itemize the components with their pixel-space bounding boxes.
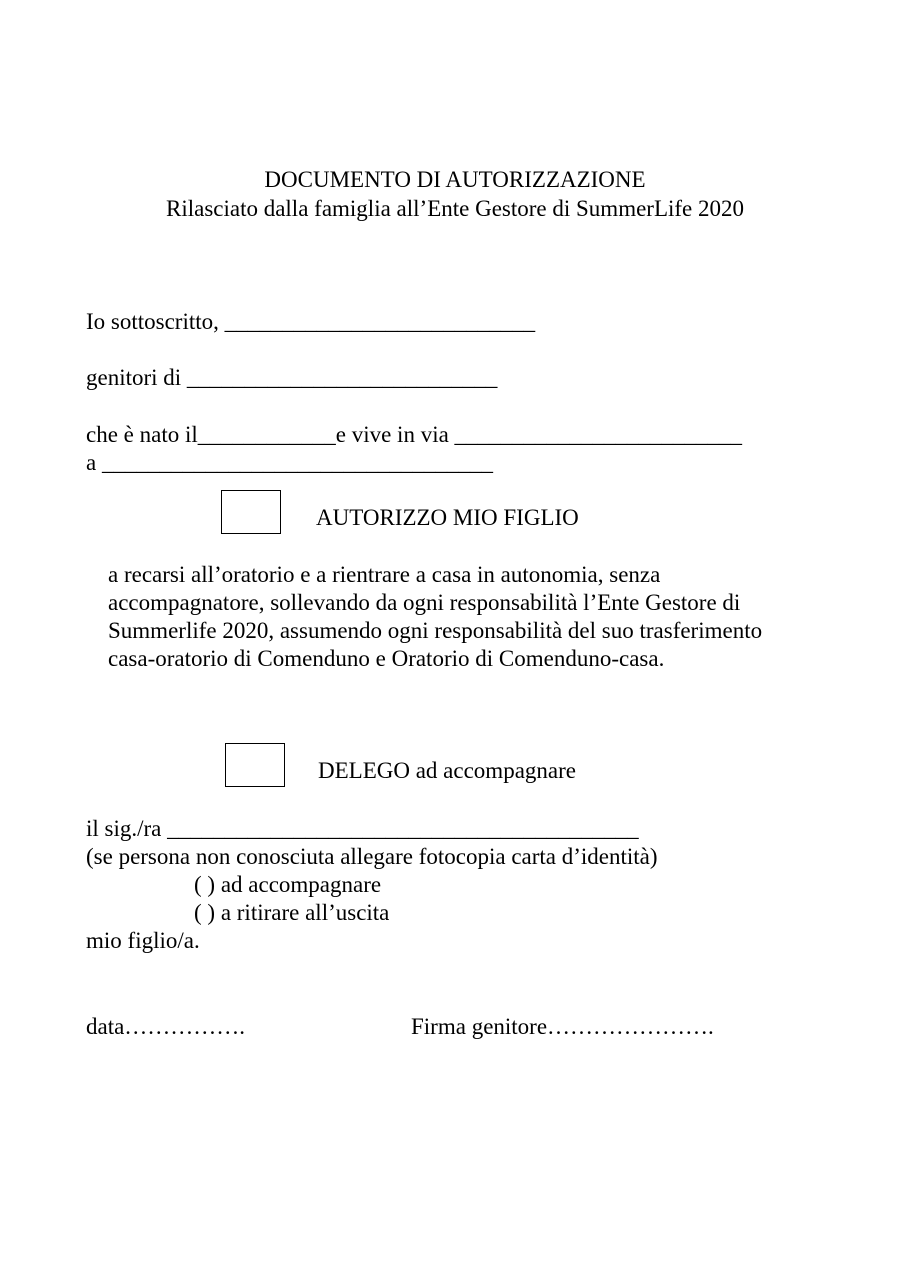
delego-closing: mio figlio/a. — [86, 928, 200, 953]
autorizzo-paragraph-line-4: casa-oratorio di Comenduno e Oratorio di Comenduno-casa. — [108, 646, 665, 671]
autorizzo-label: AUTORIZZO MIO FIGLIO — [316, 505, 579, 530]
field-sigra[interactable]: il sig./ra _________________________________________ — [86, 816, 639, 841]
field-sottoscritto[interactable]: Io sottoscritto, ___________________________ — [86, 309, 536, 334]
document-subtitle: Rilasciato dalla famiglia all’Ente Gestore di SummerLife 2020 — [165, 196, 745, 221]
autorizzo-paragraph-line-2: accompagnatore, sollevando da ogni responsabilità l’Ente Gestore di — [108, 590, 741, 615]
field-firma-genitore[interactable]: Firma genitore…………………. — [411, 1014, 714, 1039]
autorizzo-paragraph-line-3: Summerlife 2020, assumendo ogni responsabilità del suo trasferimento — [108, 618, 763, 643]
option-accompagnare[interactable]: ( ) ad accompagnare — [194, 872, 382, 897]
autorizzo-checkbox[interactable] — [221, 490, 281, 534]
delego-note: (se persona non conosciuta allegare fotocopia carta d’identità) — [86, 844, 658, 869]
delego-label: DELEGO ad accompagnare — [318, 758, 576, 783]
field-data[interactable]: data……………. — [86, 1014, 246, 1039]
option-ritirare[interactable]: ( ) a ritirare all’uscita — [194, 900, 390, 925]
field-genitori[interactable]: genitori di ___________________________ — [86, 365, 498, 390]
document-title: DOCUMENTO DI AUTORIZZAZIONE — [264, 167, 646, 192]
delego-checkbox[interactable] — [225, 743, 285, 787]
field-residenza[interactable]: a __________________________________ — [86, 450, 493, 475]
autorizzo-paragraph-line-1: a recarsi all’oratorio e a rientrare a casa in autonomia, senza — [108, 562, 661, 587]
field-nato-via[interactable]: che è nato il____________e vive in via _________________________ — [86, 422, 743, 447]
